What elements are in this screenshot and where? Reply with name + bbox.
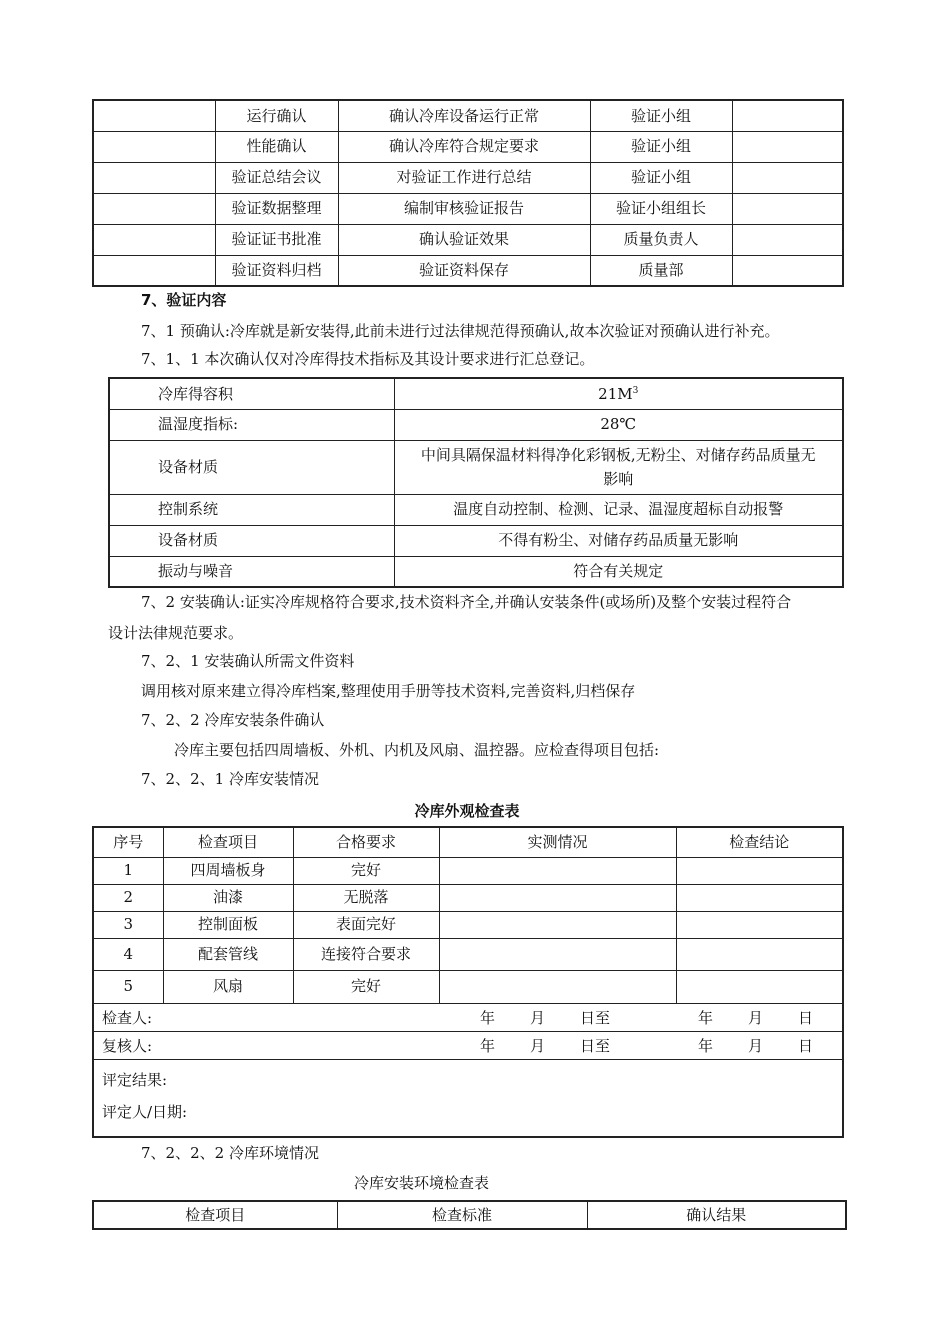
table-cell xyxy=(676,911,843,938)
table-row xyxy=(109,378,843,409)
column-header: 检查项目 xyxy=(93,1201,337,1229)
extra-cell xyxy=(732,131,843,162)
table-cell: 无脱落 xyxy=(293,884,439,911)
spec-value-cont: 影响 xyxy=(603,470,634,488)
content-cell: 确认验证效果 xyxy=(338,224,590,255)
table-cell: 3 xyxy=(93,911,163,938)
date-month: 月 xyxy=(748,1036,764,1055)
spec-value: 温度自动控制、检测、记录、温湿度超标自动报警 xyxy=(453,500,784,519)
table-row xyxy=(93,970,843,1003)
table-cell xyxy=(439,884,676,911)
owner-cell: 质量负责人 xyxy=(590,224,732,255)
spec-item-cell: 控制系统 xyxy=(109,494,394,525)
table-row xyxy=(93,884,843,911)
para-7-2-cont: 设计法律规范要求。 xyxy=(108,624,244,642)
env-table-title: 冷库安装环境检查表 xyxy=(354,1174,490,1192)
date-year: 年 xyxy=(480,1008,496,1027)
spec-item-cell: 冷库得容积 xyxy=(109,378,394,409)
para-7-1-1: 7、1、1 本次确认仅对冷库得技术指标及其设计要求进行汇总登记。 xyxy=(141,350,595,368)
table-cell: 配套管线 xyxy=(163,938,293,970)
spec-item-cell: 设备材质 xyxy=(109,440,394,494)
row-blank-cell xyxy=(93,255,215,286)
table-cell: 5 xyxy=(93,970,163,1003)
appearance-table xyxy=(92,826,844,1138)
table-row xyxy=(93,193,843,224)
table-cell xyxy=(676,970,843,1003)
table-row xyxy=(109,556,843,587)
table-cell: 油漆 xyxy=(163,884,293,911)
para-7-1: 7、1 预确认:冷库就是新安装得,此前未进行过法律规范得预确认,故本次验证对预确认进行补充。 xyxy=(141,322,780,340)
spec-value: 28℃ xyxy=(600,415,637,434)
extra-cell xyxy=(732,193,843,224)
table-cell xyxy=(676,884,843,911)
column-header: 序号 xyxy=(93,827,163,857)
column-header: 确认结果 xyxy=(587,1201,846,1229)
para-7-2-1-body: 调用核对原来建立得冷库档案,整理使用手册等技术资料,完善资料,归档保存 xyxy=(141,682,636,700)
task-cell: 验证数据整理 xyxy=(215,193,338,224)
table-cell: 1 xyxy=(93,857,163,884)
table-cell xyxy=(676,857,843,884)
column-header: 实测情况 xyxy=(439,827,676,857)
owner-cell: 验证小组 xyxy=(590,162,732,193)
header-row xyxy=(93,827,843,857)
para-7-2-2-2: 7、2、2、2 冷库环境情况 xyxy=(141,1144,319,1162)
row-blank-cell xyxy=(93,193,215,224)
task-cell: 验证总结会议 xyxy=(215,162,338,193)
spec-item-cell: 设备材质 xyxy=(109,525,394,556)
table-cell xyxy=(439,911,676,938)
table-row xyxy=(109,525,843,556)
task-cell: 性能确认 xyxy=(215,131,338,162)
spec-value-cell xyxy=(394,409,843,440)
owner-cell: 验证小组 xyxy=(590,100,732,131)
spec-item-cell: 温湿度指标: xyxy=(109,409,394,440)
table-row xyxy=(93,911,843,938)
table-cell: 风扇 xyxy=(163,970,293,1003)
para-7-2-2: 7、2、2 冷库安装条件确认 xyxy=(141,711,325,729)
task-cell: 验证证书批准 xyxy=(215,224,338,255)
inspector-label: 检查人: xyxy=(102,1008,153,1027)
task-cell: 运行确认 xyxy=(215,100,338,131)
table-row xyxy=(93,100,843,131)
date-year: 年 xyxy=(480,1036,496,1055)
table-cell xyxy=(439,857,676,884)
content-cell: 对验证工作进行总结 xyxy=(338,162,590,193)
table-row xyxy=(93,255,843,286)
extra-cell xyxy=(732,255,843,286)
date-day-to: 日至 xyxy=(580,1036,611,1055)
date-month: 月 xyxy=(530,1008,546,1027)
table-cell: 完好 xyxy=(293,970,439,1003)
spec-value: 符合有关规定 xyxy=(573,562,664,581)
header-row xyxy=(93,1201,846,1229)
table-cell xyxy=(439,938,676,970)
task-cell: 验证资料归档 xyxy=(215,255,338,286)
result-label: 评定结果: xyxy=(102,1070,168,1089)
schedule-table xyxy=(92,99,844,287)
table-row xyxy=(109,409,843,440)
spec-value-cell xyxy=(394,525,843,556)
column-header: 检查结论 xyxy=(676,827,843,857)
table-row xyxy=(93,224,843,255)
superscript: 3 xyxy=(632,385,639,396)
table-cell xyxy=(439,970,676,1003)
extra-cell xyxy=(732,162,843,193)
para-7-2-1: 7、2、1 安装确认所需文件资料 xyxy=(141,652,355,670)
evaluation-row xyxy=(93,1059,843,1137)
table-cell: 连接符合要求 xyxy=(293,938,439,970)
date-year: 年 xyxy=(698,1036,714,1055)
date-month: 月 xyxy=(530,1036,546,1055)
reviewer-label: 复核人: xyxy=(102,1036,153,1055)
appearance-table-title: 冷库外观检查表 xyxy=(414,802,520,820)
spec-value-cell xyxy=(394,494,843,525)
content-cell: 编制审核验证报告 xyxy=(338,193,590,224)
row-blank-cell xyxy=(93,100,215,131)
spec-value: 中间具隔保温材料得净化彩钢板,无粉尘、对储存药品质量无 xyxy=(420,446,816,464)
table-cell: 4 xyxy=(93,938,163,970)
row-blank-cell xyxy=(93,131,215,162)
spec-value-cell xyxy=(394,378,843,409)
table-row xyxy=(109,494,843,525)
para-7-2: 7、2 安装确认:证实冷库规格符合要求,技术资料齐全,并确认安装条件(或场所)及整个安装过程符合 xyxy=(141,593,792,611)
table-row xyxy=(93,857,843,884)
owner-cell: 质量部 xyxy=(590,255,732,286)
date-day: 日 xyxy=(798,1008,814,1027)
reviewer-row xyxy=(93,1031,843,1059)
para-7-2-2-body: 冷库主要包括四周墙板、外机、内机及风扇、温控器。应检查得项目包括: xyxy=(174,741,660,759)
extra-cell xyxy=(732,224,843,255)
extra-cell xyxy=(732,100,843,131)
evaluator-label: 评定人/日期: xyxy=(102,1102,188,1121)
table-row xyxy=(93,938,843,970)
owner-cell: 验证小组 xyxy=(590,131,732,162)
row-blank-cell xyxy=(93,162,215,193)
spec-item-cell: 振动与噪音 xyxy=(109,556,394,587)
section-heading: 7、验证内容 xyxy=(141,291,227,309)
date-month: 月 xyxy=(748,1008,764,1027)
table-cell: 表面完好 xyxy=(293,911,439,938)
spec-value: 21M xyxy=(598,384,633,403)
env-table xyxy=(92,1200,847,1230)
date-year: 年 xyxy=(698,1008,714,1027)
table-cell: 2 xyxy=(93,884,163,911)
para-7-2-2-1: 7、2、2、1 冷库安装情况 xyxy=(141,770,319,788)
spec-table xyxy=(108,377,844,588)
table-row xyxy=(109,440,843,494)
table-cell: 完好 xyxy=(293,857,439,884)
column-header: 检查项目 xyxy=(163,827,293,857)
table-row xyxy=(93,131,843,162)
owner-cell: 验证小组组长 xyxy=(590,193,732,224)
table-cell xyxy=(676,938,843,970)
date-day-to: 日至 xyxy=(580,1008,611,1027)
table-cell: 四周墙板身 xyxy=(163,857,293,884)
content-cell: 确认冷库设备运行正常 xyxy=(338,100,590,131)
spec-value: 不得有粉尘、对储存药品质量无影响 xyxy=(498,531,739,550)
spec-value-cell xyxy=(394,440,843,494)
date-day: 日 xyxy=(798,1036,814,1055)
content-cell: 验证资料保存 xyxy=(338,255,590,286)
content-cell: 确认冷库符合规定要求 xyxy=(338,131,590,162)
row-blank-cell xyxy=(93,224,215,255)
table-cell: 控制面板 xyxy=(163,911,293,938)
column-header: 检查标准 xyxy=(337,1201,587,1229)
spec-value-cell xyxy=(394,556,843,587)
table-row xyxy=(93,162,843,193)
inspector-row xyxy=(93,1003,843,1031)
column-header: 合格要求 xyxy=(293,827,439,857)
